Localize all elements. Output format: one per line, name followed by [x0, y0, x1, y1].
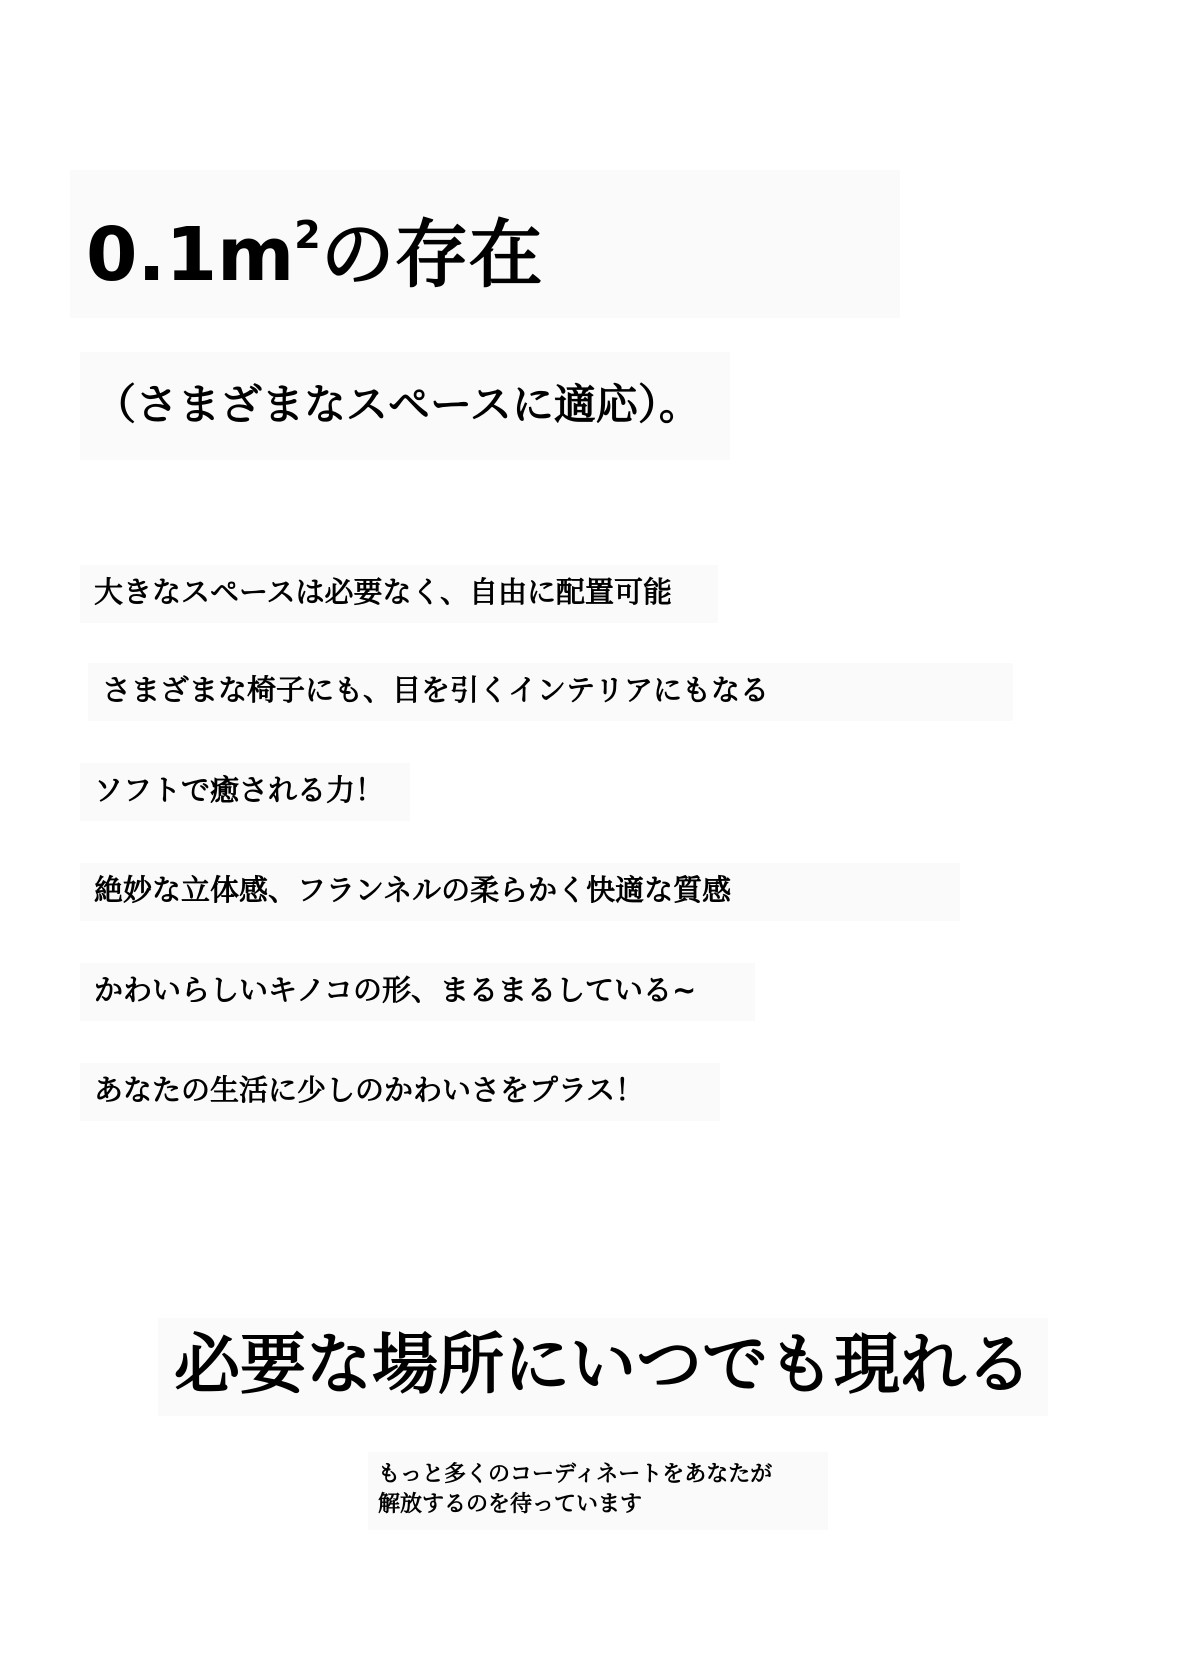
- closing-note-line-2: 解放するのを待っています: [378, 1492, 643, 1517]
- feature-line: かわいらしいキノコの形、まるまるしている~: [80, 963, 755, 1021]
- title-main: 0.1m: [86, 212, 295, 298]
- feature-line: さまざまな椅子にも、目を引くインテリアにもなる: [88, 663, 1013, 721]
- feature-line: ソフトで癒される力！: [80, 763, 410, 821]
- closing-note-line-1: もっと多くのコーディネートをあなたが: [378, 1462, 773, 1487]
- closing-note: [368, 1452, 828, 1530]
- subtitle: （さまざまなスペースに適応）。: [80, 352, 730, 460]
- feature-line: あなたの生活に少しのかわいさをプラス！: [80, 1063, 720, 1121]
- title-superscript: 2: [294, 213, 321, 257]
- title-suffix: の存在: [320, 212, 543, 298]
- feature-line: 絶妙な立体感、フランネルの柔らかく快適な質感: [80, 863, 960, 921]
- feature-line: 大きなスペースは必要なく、自由に配置可能: [80, 565, 718, 623]
- section-heading: 必要な場所にいつでも現れる: [158, 1318, 1048, 1416]
- page-title: [70, 170, 900, 318]
